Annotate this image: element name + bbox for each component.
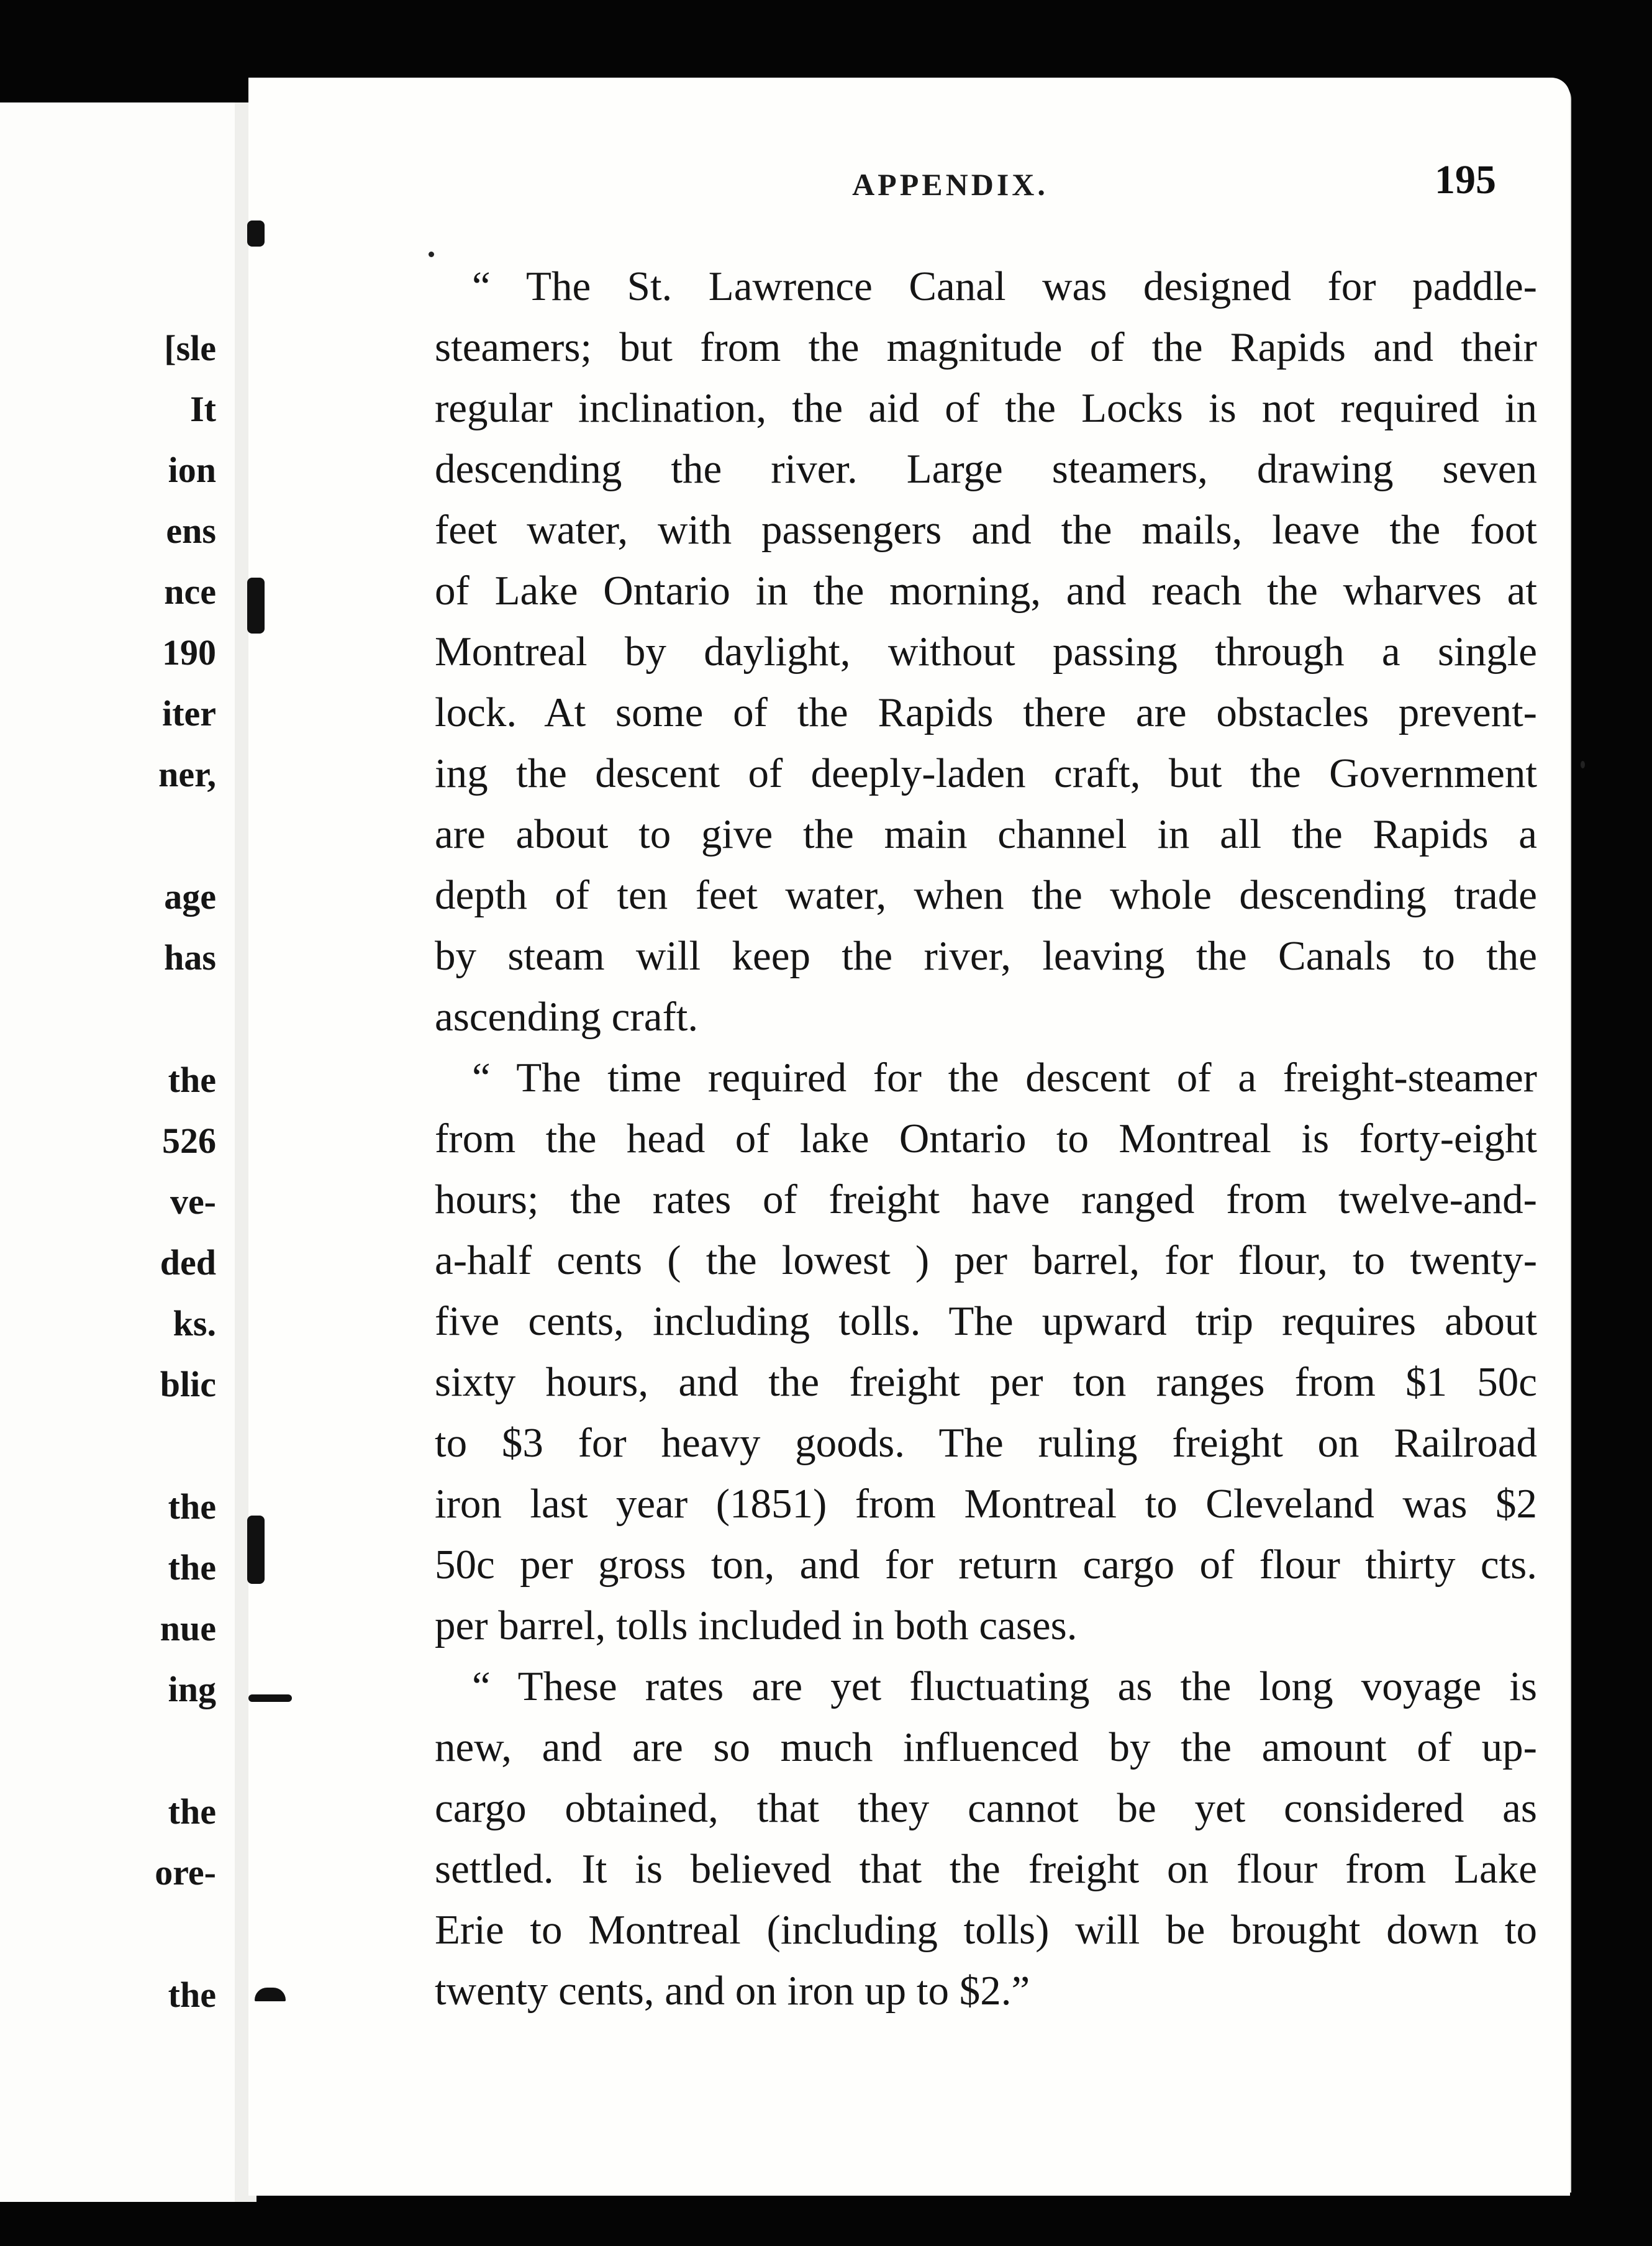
page-number: 195 xyxy=(1435,157,1496,202)
paragraph xyxy=(435,1047,1537,1656)
text-line: lock. At some of the Rapids there are obstacles prevent- xyxy=(435,689,1537,735)
binding-mark xyxy=(248,1694,292,1702)
left-line-fragment: 190 xyxy=(162,632,216,673)
left-line-fragment: age xyxy=(164,876,216,917)
text-line: feet water, with passengers and the mails, leave the foot xyxy=(435,507,1537,553)
left-line-fragment: 526 xyxy=(162,1121,216,1161)
binding-mark xyxy=(247,221,265,247)
left-line-fragment: ing xyxy=(168,1669,216,1709)
text-line: sixty hours, and the freight per ton ranges from $1 50c xyxy=(435,1359,1537,1405)
left-line-fragment: nce xyxy=(164,571,216,612)
text-line: settled. It is believed that the freight on flour from Lake xyxy=(435,1846,1537,1892)
binding-mark xyxy=(247,1516,265,1584)
left-line-fragment: the xyxy=(168,1791,216,1832)
paragraph xyxy=(435,256,1537,1047)
left-line-fragment: ded xyxy=(160,1242,216,1283)
running-head: APPENDIX. xyxy=(852,167,1048,202)
text-line: by steam will keep the river, leaving the Canals to the xyxy=(435,933,1537,979)
left-line-fragment: the xyxy=(168,1547,216,1588)
left-facing-page xyxy=(0,102,237,2202)
text-line: ascending craft. xyxy=(435,994,699,1040)
ink-speck xyxy=(1581,761,1585,768)
text-line: “ The St. Lawrence Canal was designed for paddle- xyxy=(472,263,1537,309)
text-line: 50c per gross ton, and for return cargo of flour thirty cts. xyxy=(435,1542,1537,1588)
text-line: new, and are so much influenced by the amount of up- xyxy=(435,1724,1537,1770)
left-line-fragment: iter xyxy=(162,693,216,734)
text-line: twenty cents, and on iron up to $2.” xyxy=(435,1968,1030,2014)
left-line-fragment: nue xyxy=(160,1608,216,1648)
text-line: depth of ten feet water, when the whole descending trade xyxy=(435,872,1537,918)
left-line-fragment: It xyxy=(190,389,216,429)
binding-mark xyxy=(247,578,265,634)
text-line: cargo obtained, that they cannot be yet considered as xyxy=(435,1785,1537,1831)
left-line-fragment: the xyxy=(168,1060,216,1100)
text-line: “ These rates are yet fluctuating as the long voyage is xyxy=(472,1663,1537,1709)
text-line: regular inclination, the aid of the Locks is not required in xyxy=(435,385,1537,431)
body-text xyxy=(435,256,1537,2021)
text-line: hours; the rates of freight have ranged from twelve-and- xyxy=(435,1176,1537,1222)
left-line-fragment: blic xyxy=(160,1364,216,1404)
paragraph xyxy=(435,1656,1537,2021)
text-line: descending the river. Large steamers, drawing seven xyxy=(435,446,1537,492)
text-line: “ The time required for the descent of a freight-steamer xyxy=(472,1055,1537,1101)
text-line: Montreal by daylight, without passing through a single xyxy=(435,629,1537,675)
text-line: ing the descent of deeply-laden craft, but the Government xyxy=(435,750,1537,796)
text-line: a-half cents ( the lowest ) per barrel, for flour, to twenty- xyxy=(435,1237,1537,1283)
text-line: to $3 for heavy goods. The ruling freight on Railroad xyxy=(435,1420,1537,1466)
text-line: iron last year (1851) from Montreal to Cleveland was $2 xyxy=(435,1481,1537,1527)
left-line-fragment: ner, xyxy=(158,754,216,794)
left-line-fragment: [sle xyxy=(164,328,216,368)
left-line-fragment: ve- xyxy=(170,1181,216,1222)
text-line: steamers; but from the magnitude of the Rapids and their xyxy=(435,324,1537,370)
left-line-fragment: ion xyxy=(168,450,216,490)
left-line-fragment: the xyxy=(168,1975,216,2015)
text-line: five cents, including tolls. The upward trip requires about xyxy=(435,1298,1537,1344)
left-line-fragment: has xyxy=(164,937,216,978)
text-line: of Lake Ontario in the morning, and reach the wharves at xyxy=(435,568,1537,614)
left-line-fragment: the xyxy=(168,1486,216,1527)
text-line: from the head of lake Ontario to Montreal is forty-eight xyxy=(435,1116,1537,1162)
ink-speck xyxy=(429,252,434,257)
text-line: Erie to Montreal (including tolls) will be brought down to xyxy=(435,1907,1537,1953)
text-line: are about to give the main channel in all the Rapids a xyxy=(435,811,1537,857)
left-line-fragment: ore- xyxy=(155,1852,216,1893)
text-line: per barrel, tolls included in both cases. xyxy=(435,1603,1078,1648)
left-line-fragment: ens xyxy=(166,511,216,551)
left-line-fragment: ks. xyxy=(173,1303,216,1344)
